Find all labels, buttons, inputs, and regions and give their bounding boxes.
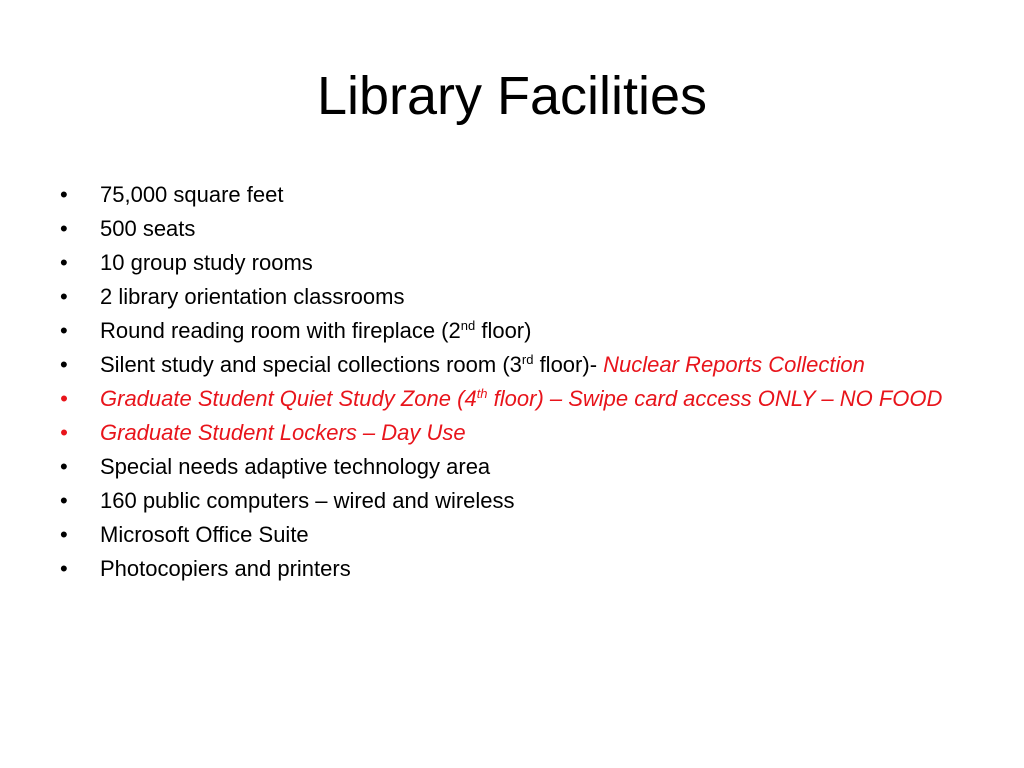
- bullet-list: [60, 181, 960, 589]
- ordinal-suffix: nd: [460, 318, 476, 333]
- bullet-text-post: floor): [475, 318, 532, 343]
- bullet-text: Photocopiers and printers: [100, 556, 351, 581]
- bullet-icon: •: [60, 386, 68, 411]
- bullet-text-post: floor) – Swipe card access ONLY – NO FOOD: [487, 386, 943, 411]
- bullet-icon: •: [60, 454, 68, 479]
- bullet-text: 10 group study rooms: [100, 250, 313, 275]
- bullet-text: Special needs adaptive technology area: [100, 454, 491, 479]
- bullet-item-silent-study: [60, 351, 960, 379]
- bullet-text: 160 public computers – wired and wireless: [100, 488, 515, 513]
- bullet-icon: •: [60, 488, 68, 513]
- bullet-text-post: floor)-: [533, 352, 604, 377]
- bullet-text: 500 seats: [100, 216, 196, 241]
- bullet-text-pre: Round reading room with fireplace (2: [100, 318, 461, 343]
- bullet-icon: •: [60, 216, 68, 241]
- bullet-text-pre: Silent study and special collections room (3: [100, 352, 522, 377]
- bullet-item-seats: [60, 215, 960, 243]
- bullet-item-adaptive-technology: [60, 453, 960, 481]
- bullet-item-orientation-classrooms: [60, 283, 960, 311]
- slide-title: Library Facilities: [316, 66, 708, 126]
- bullet-item-office-suite: [60, 521, 960, 549]
- bullet-icon: •: [60, 556, 68, 581]
- bullet-icon: •: [60, 250, 68, 275]
- bullet-item-quiet-study-zone: [60, 385, 960, 413]
- ordinal-suffix: rd: [521, 352, 534, 367]
- bullet-icon: •: [60, 284, 68, 309]
- highlight-text: Nuclear Reports Collection: [603, 352, 865, 377]
- bullet-icon: •: [60, 352, 68, 377]
- bullet-item-public-computers: [60, 487, 960, 515]
- bullet-icon: •: [60, 318, 68, 343]
- bullet-icon: •: [60, 522, 68, 547]
- bullet-text: 2 library orientation classrooms: [100, 284, 405, 309]
- bullet-icon: •: [60, 182, 68, 207]
- bullet-item-lockers: [60, 419, 960, 447]
- bullet-item-photocopiers: [60, 555, 960, 583]
- bullet-text-pre: Graduate Student Quiet Study Zone (4: [100, 386, 477, 411]
- bullet-text: Microsoft Office Suite: [100, 522, 309, 547]
- bullet-item-group-study-rooms: [60, 249, 960, 277]
- bullet-text: 75,000 square feet: [100, 182, 284, 207]
- ordinal-suffix: th: [476, 386, 488, 401]
- bullet-item-reading-room: [60, 317, 960, 345]
- bullet-text: Graduate Student Lockers – Day Use: [100, 420, 466, 445]
- bullet-item-area: [60, 181, 960, 209]
- bullet-icon: •: [60, 420, 68, 445]
